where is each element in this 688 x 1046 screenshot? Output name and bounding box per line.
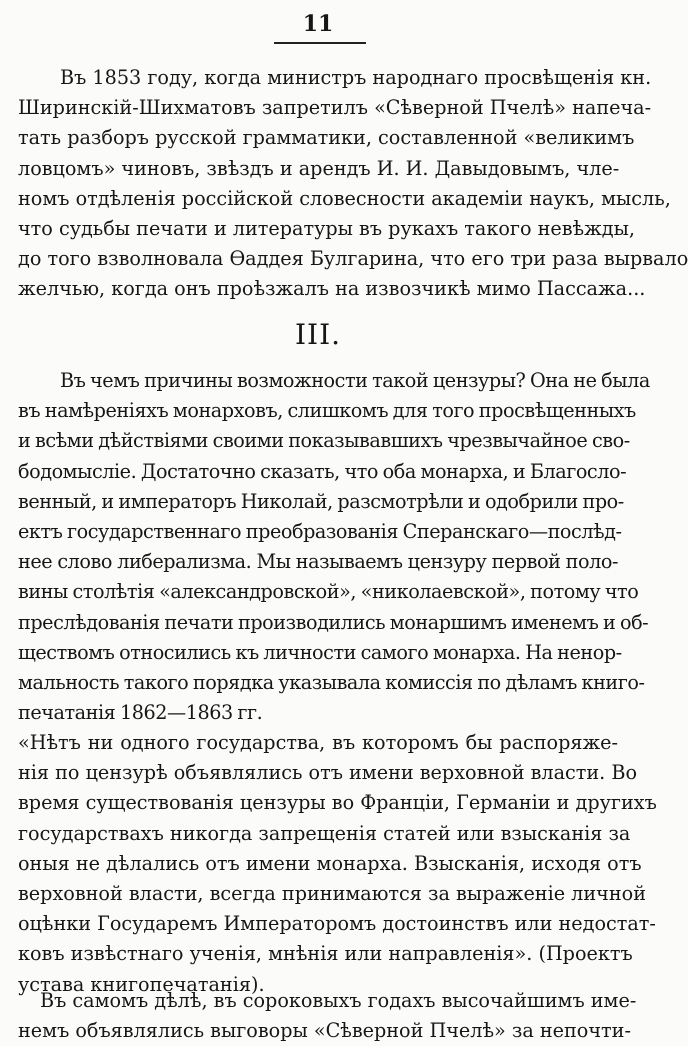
section-heading: III.	[294, 318, 342, 351]
text-line: преслѣдованія печати производились монаршимъ именемъ и об-	[18, 610, 649, 634]
text-line: государствахъ никогда запрещенія статей или взысканія за	[18, 821, 631, 845]
text-line: верховной власти, всегда принимаются за выраженіе личной	[18, 882, 646, 906]
text-line: «Нѣтъ ни одного государства, въ которомъ бы распоряже-	[18, 731, 618, 754]
text-line: ществомъ относились къ личности самого монарха. На ненор-	[18, 640, 622, 664]
text-line: немъ объявлялись выговоры «Сѣверной Пчелѣ» за непочти-	[18, 1019, 631, 1043]
text-line: въ намѣреніяхъ монарховъ, слишкомъ для того просвѣщенныхъ	[18, 399, 636, 423]
text-line: Ширинскій-Шихматовъ запретилъ «Сѣверной Пчелѣ» напеча-	[18, 96, 652, 120]
text-line: вины столѣтія «александровской», «николаевской», потому что	[18, 580, 639, 604]
text-line: и всѣми дѣйствіями своими показывавшихъ чрезвычайное сво-	[18, 429, 630, 453]
text-line: оныя не дѣлались отъ имени монарха. Взысканія, исходя отъ	[18, 851, 642, 875]
text-line: ектъ государственнаго преобразованія Сперанскаго—послѣд-	[18, 520, 622, 544]
paragraph-bulgarin	[18, 63, 688, 305]
text-line: ловцомъ» чиновъ, звѣздъ и арендъ И. И. Давыдовымъ, чле-	[18, 156, 620, 180]
paragraph-censorship-causes	[18, 366, 650, 728]
text-line: тать разборъ русской грамматики, составленной «великимъ	[18, 126, 635, 150]
text-line: печатанія 1862—1863 гг.	[18, 701, 263, 725]
text-line: время существованія цензуры во Франціи, Германіи и другихъ	[18, 791, 657, 815]
text-line: устава книгопечатанія).	[18, 972, 265, 996]
text-line: оцѣнки Государемъ Императоромъ достоинствъ или недостат-	[18, 912, 656, 936]
text-line: что судьбы печати и литературы въ рукахъ такого невѣжды,	[18, 217, 635, 241]
text-line: номъ отдѣленія россійской словесности академіи наукъ, мысль,	[18, 186, 671, 210]
text-line: желчью, когда онъ проѣзжалъ на извозчикѣ мимо Пассажа...	[18, 277, 646, 301]
text-line: нія по цензурѣ объявлялись отъ имени верховной власти. Во	[18, 761, 638, 785]
text-line: бодомысліе. Достаточно сказать, что оба монарха, и Благосло-	[18, 459, 627, 483]
text-line: мальность такого порядка указывала комиссія по дѣламъ книго-	[18, 671, 645, 695]
text-line: Въ чемъ причины возможности такой цензуры? Она не была	[60, 369, 650, 392]
text-line: Въ 1853 году, когда министръ народнаго просвѣщенія кн.	[60, 66, 652, 89]
text-line: венный, и императоръ Николай, разсмотрѣли и одобрили про-	[18, 489, 624, 513]
paragraph-quotation	[18, 728, 657, 1000]
text-line: ковъ извѣстнаго ученія, мнѣнія или направленія». (Проектъ	[18, 942, 633, 966]
page-number: 11	[302, 11, 334, 37]
text-line: до того взволновала Ѳаддея Булгарина, что его три раза вырвало	[18, 247, 688, 271]
text-line: нее слово либерализма. Мы называемъ цензуру первой поло-	[18, 550, 618, 574]
header-rule	[274, 42, 366, 44]
text-line: Въ самомъ дѣлѣ, въ сороковыхъ годахъ высочайшимъ име-	[40, 989, 637, 1012]
paragraph-forties	[18, 986, 637, 1046]
